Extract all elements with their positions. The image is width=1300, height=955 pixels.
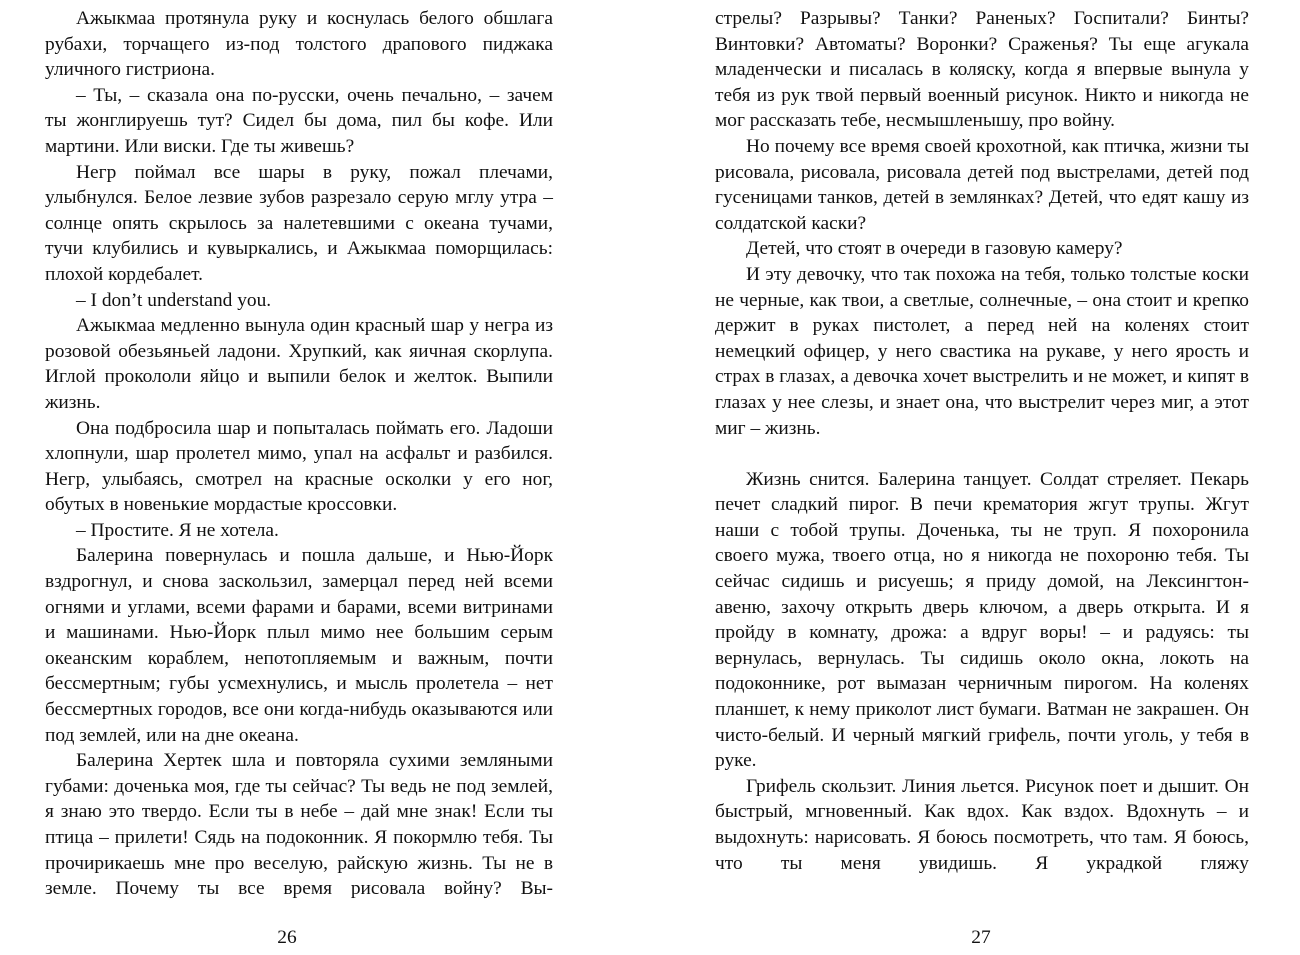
paragraph: – Простите. Я не хотела. <box>76 519 279 541</box>
paragraph: Детей, что стоят в очереди в газовую камеру? <box>746 238 1123 260</box>
paragraph: Она подбросила шар и попыталась поймать его. Ладоши хлопнули, шар пролетел мимо, упал на асфальт и разбился. Негр, улыбаясь, смотрел на красные осколки у его ног, обутых в новенькие мордастые кроссовки. <box>45 417 553 516</box>
left-page <box>45 6 553 902</box>
page-number: 27 <box>971 927 991 948</box>
paragraph: Ажыкмаа протянула руку и коснулась белого обшлага рубахи, торчащего из-под толстого драпового пиджака уличного гистриона. <box>45 8 553 81</box>
page-number: 26 <box>277 927 297 948</box>
paragraph: – I don’t understand you. <box>76 289 272 311</box>
left-page-text <box>45 6 553 902</box>
paragraph: Но почему все время своей крохотной, как птичка, жизни ты рисовала, рисовала, рисовала детей под выстрелами, детей под гусеницами танков, детей в землянках? Детей, что едят кашу из солдатской каски? <box>715 135 1249 234</box>
paragraph: Балерина повернулась и пошла дальше, и Нью-Йорк вздрогнул, и снова заскользил, замерцал перед ней всеми огнями и углами, всеми фарами и барами, всеми витринами и машинами. Нью-Йорк плыл мимо нее большим серым океанским кораблем, непотопляемым и важным, почти бессмертным; губы усмехнулись, и мысль пролетела – нет бессмертных городов, все они когда-нибудь оказываются или под землей, или на дне океана. <box>45 545 553 746</box>
right-page <box>715 6 1249 876</box>
paragraph: И эту девочку, что так похожа на тебя, только толстые коски не черные, как твои, а светлые, солнечные, – она стоит и крепко держит в руках пистолет, а перед ней на коленях стоит немецкий офицер, у него свастика на рукаве, у него ярость и страх в глазах, а девочка хочет выстрелить и не может, и кипят в глазах у нее слезы, и знает она, что выстрелит через миг, а этот миг – жизнь. <box>715 263 1249 439</box>
paragraph: стрелы? Разрывы? Танки? Раненых? Госпитали? Бинты? Винтовки? Автоматы? Воронки? Сраженья? Ты еще агукала младенчески и писалась в коляску, когда я впервые вынула у тебя из рук твой первый военный рисунок. Никто и никогда не мог рассказать тебе, несмышленышу, про войну. <box>715 8 1249 132</box>
right-page-text <box>715 6 1249 876</box>
paragraph: Ажыкмаа медленно вынула один красный шар у негра из розовой обезьяньей ладони. Хрупкий, как яичная скорлупа. Иглой прокололи яйцо и выпили белок и желток. Выпили жизнь. <box>45 315 553 413</box>
paragraph: Грифель скользит. Линия льется. Рисунок поет и дышит. Он быстрый, мгновенный. Как вдох. Как вздох. Вдохнуть – и выдохнуть: нарисовать. Я боюсь посмотреть, что там. Я боюсь, что ты меня увидишь. Я украдкой гляжу <box>715 775 1249 874</box>
paragraph: – Ты, – сказала она по-русски, очень печально, – зачем ты жонглируешь тут? Сидел бы дома, пил бы кофе. Или мартини. Или виски. Где ты живешь? <box>45 84 553 157</box>
paragraph: Негр поймал все шары в руку, пожал плечами, улыбнулся. Белое лезвие зубов разрезало серую мглу утра – солнце опять скрылось за налетевшими с океана тучами, тучи клубились и кувыркались, и Ажыкмаа поморщилась: плохой кордебалет. <box>45 161 553 285</box>
paragraph: Жизнь снится. Балерина танцует. Солдат стреляет. Пекарь печет сладкий пирог. В печи крематория жгут трупы. Жгут наши с тобой трупы. Доченька, ты не труп. Я похоронила своего мужа, твоего отца, но я никогда не похороню тебя. Ты сейчас сидишь и рисуешь; я приду домой, на Лексингтон-авеню, захочу открыть дверь ключом, а дверь открыта. И я пройду в комнату, дрожа: а вдруг воры! – и радуясь: ты вернулась, вернулась. Ты сидишь около окна, локоть на подоконнике, рот вымазан черничным пирогом. На коленях планшет, к нему приколот лист бумаги. Ватман не закрашен. Он чисто-белый. И черный мягкий грифель, почти уголь, у тебя в руке. <box>715 468 1249 772</box>
paragraph: Балерина Хертек шла и повторяла сухими земляными губами: доченька моя, где ты сейчас? Ты ведь не под землей, я знаю это твердо. Если ты в небе – дай мне знак! Если ты птица – прилети! Сядь на подоконник. Я покормлю тебя. Ты прочирикаешь мне про веселую, райскую жизнь. Ты не в земле. Почему ты все время рисовала войну? Вы- <box>45 750 553 900</box>
